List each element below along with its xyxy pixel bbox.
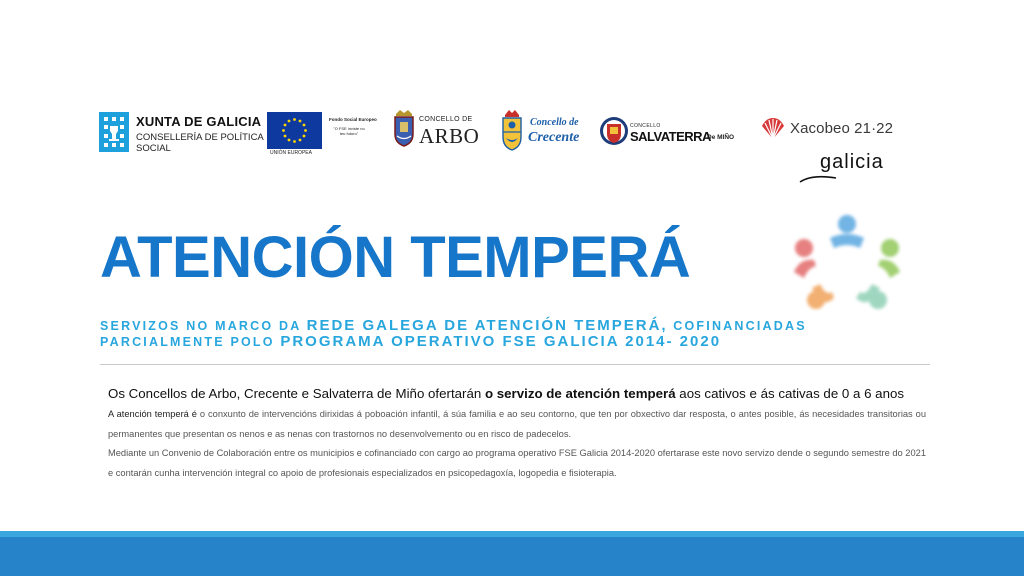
xunta-de-galicia-logo bbox=[99, 112, 269, 156]
xacobeo-galicia-logo bbox=[760, 114, 900, 194]
paragraph-definition bbox=[108, 405, 926, 444]
concello-arbo-logo bbox=[392, 106, 482, 156]
arbo-name: ARBO bbox=[419, 124, 480, 148]
people-circle-icon bbox=[782, 208, 912, 318]
lead-sentence bbox=[108, 386, 904, 401]
eu-caption: UNIÓN EUROPEA bbox=[270, 150, 312, 156]
subtitle bbox=[100, 318, 940, 350]
body-text bbox=[108, 405, 926, 483]
galicia-swoosh-icon bbox=[798, 172, 838, 184]
fse-fund-name: Fondo Social Europeo bbox=[329, 117, 377, 122]
xunta-department: CONSELLERÍA DE POLÍTICA SOCIAL bbox=[136, 132, 264, 154]
subtitle-part-emphasis: REDE GALEGA DE ATENCIÓN TEMPERÁ, bbox=[306, 317, 668, 334]
eu-flag-icon bbox=[267, 112, 322, 149]
salvaterra-concello-label: CONCELLO bbox=[630, 123, 661, 129]
crecente-shield-icon bbox=[500, 108, 524, 152]
xunta-name: XUNTA DE GALICIA bbox=[136, 114, 262, 129]
lead-part: aos cativos e ás cativas de 0 a 6 anos bbox=[675, 386, 905, 401]
lead-part-emphasis: o servizo de atención temperá bbox=[484, 386, 676, 401]
subtitle-part: PARCIALMENTE POLO bbox=[100, 335, 281, 349]
subtitle-part-emphasis: PROGRAMA OPERATIVO FSE GALICIA 2014- 2020 bbox=[280, 333, 722, 350]
crecente-concello-label: Concello de bbox=[530, 117, 579, 128]
definition-text: o conxunto de intervencións dirixidas á poboación infantil, á súa familia e ao seu contorno, que ten por obxectivo dar resposta, o antes posible, ás necesidades transitorias ou permanentes que presentan os nenos e as nenas con trastornos no desenvolvemento ou en risco de padecelos. bbox=[108, 409, 926, 439]
fse-motto: "O FSE inviste no teu futuro" bbox=[333, 126, 365, 136]
arbo-concello-label: CONCELLO DE bbox=[419, 116, 473, 123]
galicia-wordmark: galicia bbox=[820, 151, 884, 173]
galicia-flag-icon bbox=[99, 112, 129, 152]
xacobeo-name: Xacobeo 21·22 bbox=[790, 120, 894, 137]
footer-band bbox=[0, 537, 1024, 576]
salvaterra-name: SALVATERRA bbox=[630, 129, 711, 144]
divider bbox=[100, 364, 930, 365]
concello-salvaterra-logo bbox=[599, 112, 744, 152]
paragraph-agreement: Mediante un Convenio de Colaboración entre os municipios e cofinanciado con cargo ao programa operativo FSE Galicia 2014-2020 ofertarase este novo servizo dende o segundo semestre do 2021 e contarán cunha intervención integral co apoio de profesionais especializados en psicopedagoxía, logopedia e fisioterapia. bbox=[108, 448, 926, 478]
crecente-name: Crecente bbox=[528, 130, 580, 145]
subtitle-part: COFINANCIADAS bbox=[667, 319, 807, 333]
scallop-shell-icon bbox=[760, 117, 786, 141]
subtitle-part: SERVIZOS NO MARCO DA bbox=[100, 319, 307, 333]
page-title: ATENCIÓN TEMPERÁ bbox=[100, 225, 691, 290]
subtitle-line-1 bbox=[100, 318, 940, 334]
concello-crecente-logo bbox=[500, 108, 585, 158]
salvaterra-suffix: De MIÑO bbox=[707, 134, 735, 141]
partner-logos bbox=[0, 100, 1024, 190]
subtitle-line-2 bbox=[100, 334, 940, 350]
eu-fse-logo bbox=[267, 112, 377, 158]
definition-term: A atención temperá é bbox=[108, 409, 197, 419]
lead-part: Os Concellos de Arbo, Crecente e Salvaterra de Miño ofertarán bbox=[108, 386, 485, 401]
salvaterra-crest-icon bbox=[599, 112, 629, 150]
arbo-shield-icon bbox=[392, 108, 416, 148]
